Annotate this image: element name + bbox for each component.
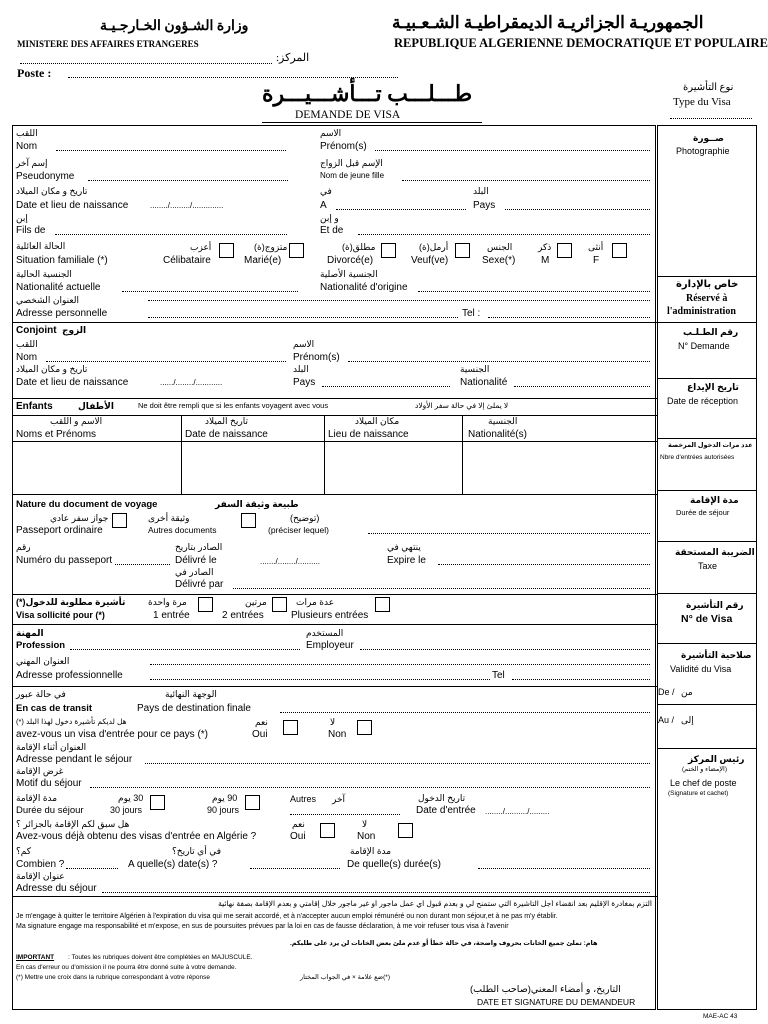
prev-yes-checkbox[interactable] xyxy=(320,823,335,838)
ministry-fr: MINISTERE DES AFFAIRES ETRANGERES xyxy=(17,39,199,49)
spouse-title: Conjoint xyxy=(16,325,57,336)
marie-checkbox[interactable] xyxy=(289,243,304,258)
pro-tel-label: Tel xyxy=(492,670,505,681)
prev-visa-label: Avez-vous déjà obtenu des visas d'entrée en Algérie ? xyxy=(16,831,257,842)
transit-no-label: Non xyxy=(328,729,347,740)
photo-label-fr: Photographie xyxy=(676,146,730,156)
celib-checkbox[interactable] xyxy=(219,243,234,258)
other-dur-label: Autres xyxy=(290,794,317,804)
duration-label: Durée du séjour xyxy=(16,805,84,816)
pseudo-field[interactable] xyxy=(88,180,288,181)
de-label: De / xyxy=(658,687,675,697)
chef-fr2: (Signature et cachet) xyxy=(668,790,729,797)
stay-addr2-field[interactable] xyxy=(102,892,650,893)
one-entry-label: 1 entrée xyxy=(153,610,190,621)
pro-addr-label: Adresse professionnelle xyxy=(16,670,123,681)
male-checkbox[interactable] xyxy=(557,243,572,258)
transit-label: En cas de transit xyxy=(16,703,93,714)
stay-addr-ar: العنوان أثناء الإقامة xyxy=(16,742,87,752)
children-note: Ne doit être rempli que si les enfants voyagent avec vous xyxy=(138,401,329,410)
demande-ar: رقم الطـلـب xyxy=(683,327,739,337)
delivered-ar: الصادر بتاريخ xyxy=(175,542,223,552)
children-title: Enfants xyxy=(16,401,53,412)
entry-label: Date d'entrée xyxy=(416,805,476,816)
passport-checkbox[interactable] xyxy=(112,513,127,528)
which-date-field[interactable] xyxy=(250,868,340,869)
delivered-date-field[interactable]: ......./......../.......... xyxy=(260,557,321,566)
female-ar: أنثى xyxy=(588,242,604,252)
et-label: Et de xyxy=(320,225,344,236)
spouse-birth-ar: تاريخ و مكان الميلاد xyxy=(16,364,88,374)
one-entry-checkbox[interactable] xyxy=(198,597,213,612)
nat-orig-field[interactable] xyxy=(418,291,650,292)
passport-ar: جواز سفر عادي xyxy=(50,513,109,523)
dest-label: Pays de destination finale xyxy=(137,703,251,714)
important-text: : Toutes les rubriques doivent être complétées en MAJUSCULE. xyxy=(68,954,253,961)
many-entries-checkbox[interactable] xyxy=(375,597,390,612)
duree-fr: Durée de séjour xyxy=(676,508,730,517)
engagement-fr1: Je m'engage à quitter le territoire Algérien à l'expiration du visa qui me serait accordé, et à n'accepter aucun emploi rémunéré ou non durant mon séjour,et à ne pas m'y établir. xyxy=(16,913,558,920)
spouse-nat-label: Nationalité xyxy=(460,377,508,388)
birth-pays-label: Pays xyxy=(473,200,496,211)
pro-tel-field[interactable] xyxy=(512,679,650,680)
poste-field[interactable] xyxy=(68,77,398,78)
other-doc-ar: وثيقة أخرى xyxy=(148,513,190,523)
spouse-prenom-label: Prénom(s) xyxy=(293,352,340,363)
title-underline xyxy=(262,122,482,123)
sexe-label: Sexe(*) xyxy=(482,255,516,266)
nom-field[interactable] xyxy=(56,150,286,151)
entry-date-field[interactable]: ......../........../......... xyxy=(485,807,550,816)
stay-addr-field[interactable] xyxy=(145,763,650,764)
two-entries-checkbox[interactable] xyxy=(272,597,287,612)
which-dur-label: De quelle(s) durée(s) xyxy=(347,859,441,870)
prev-no-ar: لا xyxy=(362,819,368,829)
specify-label: (préciser lequel) xyxy=(268,525,329,535)
visa-req-label: Visa sollicité pour (*) xyxy=(16,610,105,620)
birth-date-field[interactable]: ......../........./.............. xyxy=(150,201,224,210)
passport-no-ar: رقم xyxy=(16,542,31,552)
many-entries-ar: عدة مرات xyxy=(296,597,335,607)
demande-fr: N° Demande xyxy=(678,341,730,351)
validity-ar: صلاحية التأشيرة xyxy=(681,650,752,660)
transit-ar: في حالة عبور xyxy=(16,689,66,699)
et-field[interactable] xyxy=(358,234,650,235)
children-title-ar: الأطفال xyxy=(78,401,114,411)
travel-doc-title: Nature du document de voyage xyxy=(16,499,158,510)
jeune-fille-field[interactable] xyxy=(402,180,650,181)
col-dob-ar: تاريخ الميلاد xyxy=(205,416,248,426)
prenom-ar: الاسم xyxy=(320,128,342,138)
female-label: F xyxy=(593,255,600,266)
entries-ar: عدد مرات الدخول المرخصة xyxy=(668,442,753,449)
veuf-checkbox[interactable] xyxy=(455,243,470,258)
taxe-ar: الضريبة المستحقة xyxy=(675,547,755,557)
nat-orig-label: Nationalité d'origine xyxy=(320,282,408,293)
motif-field[interactable] xyxy=(90,787,650,788)
stay-addr2-label: Adresse du séjour xyxy=(16,883,97,894)
visa-type-ar: نوع التأشيرة xyxy=(683,82,734,93)
chef-fr1: Le chef de poste xyxy=(670,778,737,788)
birth-place-field[interactable] xyxy=(336,209,466,210)
nom-label: Nom xyxy=(16,141,38,152)
spouse-nom-field[interactable] xyxy=(46,361,286,362)
form-reference: MAE-AC 43 xyxy=(703,1013,738,1020)
expire-ar: ينتهي في xyxy=(387,542,421,552)
spouse-nat-ar: الجنسية xyxy=(460,364,490,374)
spouse-pays-ar: البلد xyxy=(293,364,309,374)
photo-label-ar: صــورة xyxy=(693,133,724,143)
prev-visa-ar: هل سبق لكم الإقامة بالجزائر ؟ xyxy=(16,819,130,829)
family-label: Situation familiale (*) xyxy=(16,255,108,266)
family-ar: الحالة العائلية xyxy=(16,241,66,251)
transit-q-label: avez-vous un visa d'entrée pour ce pays (*) xyxy=(16,729,209,740)
birth-country-field[interactable] xyxy=(505,209,650,210)
birth-a-label: A xyxy=(320,200,327,211)
passport-label: Passeport ordinaire xyxy=(16,525,103,536)
engagement-fr2: Ma signature engage ma responsabilité et m'expose, en sus de poursuites prévues par la loi en cas de fausse déclaration, à me voir refuser tous visa à l'avenir xyxy=(16,923,509,930)
spouse-birth-label: Date et lieu de naissance xyxy=(16,377,129,388)
spouse-pays-label: Pays xyxy=(293,377,316,388)
d90-ar: 90 يوم xyxy=(212,793,238,803)
specify-field[interactable] xyxy=(368,533,650,534)
sign-ar: التاريخ، و أمضاء المعني(صاحب الطلب) xyxy=(470,984,621,995)
nat-ar: الجنسية الحالية xyxy=(16,269,72,279)
children-note-ar: لا يملئ إلا في حالة سفر الأولاد xyxy=(415,401,509,410)
col-dob: Date de naissance xyxy=(185,429,268,440)
delivered-in-ar: الصادر في xyxy=(175,567,214,577)
sign-label: DATE ET SIGNATURE DU DEMANDEUR xyxy=(477,997,636,1007)
cross-ar: (*)ضع علامة × في الجواب المختار xyxy=(300,974,390,981)
fils-ar: إبن xyxy=(16,213,28,223)
expire-label: Expire le xyxy=(387,555,426,566)
transit-yes-ar: نعم xyxy=(255,717,268,727)
birth-a-ar: في xyxy=(320,186,332,196)
birth-ar: تاريخ و مكان الميلاد xyxy=(16,186,88,196)
how-many-field[interactable] xyxy=(66,868,118,869)
sexe-ar: الجنس xyxy=(487,242,513,252)
employer-label: Employeur xyxy=(306,640,354,651)
admin-label-ar: خاص بالإدارة xyxy=(676,279,739,290)
d30-ar: 30 يوم xyxy=(118,793,144,803)
col-nat: Nationalité(s) xyxy=(468,429,527,440)
addr-ar: العنوان الشخصي xyxy=(16,295,79,305)
spouse-nom-label: Nom xyxy=(16,352,38,363)
motif-label: Motif du séjour xyxy=(16,778,82,789)
centre-label: المركز: xyxy=(276,52,310,64)
male-label: M xyxy=(541,255,550,266)
spouse-nat-field[interactable] xyxy=(514,386,650,387)
visa-req-ar: تأشيرة مطلوبة للدخول(*) xyxy=(16,597,126,607)
transit-yes-label: Oui xyxy=(252,729,268,740)
visa-type-field[interactable] xyxy=(670,118,752,119)
nom-ar: اللقب xyxy=(16,128,38,138)
other-dur-field[interactable] xyxy=(290,814,400,815)
form-title-fr: DEMANDE DE VISA xyxy=(295,109,401,121)
veuf-ar: أرمل(ة) xyxy=(419,242,449,252)
birth-pays-ar: البلد xyxy=(473,186,489,196)
specify-ar: (توضيح) xyxy=(290,513,320,523)
visa-no-fr: N° de Visa xyxy=(681,613,733,625)
republic-fr: REPUBLIQUE ALGERIENNE DEMOCRATIQUE ET POPULAIRE xyxy=(394,36,768,50)
many-entries-label: Plusieurs entrées xyxy=(291,610,369,621)
delivered-in-label: Délivré par xyxy=(175,579,224,590)
centre-field[interactable] xyxy=(20,63,272,64)
important-label: IMPORTANT xyxy=(16,954,55,961)
depot-ar: تاريخ الإيداع xyxy=(687,382,739,392)
fils-field[interactable] xyxy=(55,234,287,235)
transit-yes-checkbox[interactable] xyxy=(283,720,298,735)
chef-ar2: (الإمضاء و الختم) xyxy=(682,766,728,773)
two-entries-label: 2 entrées xyxy=(222,610,264,621)
veuf-label: Veuf(ve) xyxy=(411,255,449,266)
nat-label: Nationalité actuelle xyxy=(16,282,101,293)
ministry-ar: وزارة الشـؤون الخـارجـيـة xyxy=(100,19,249,34)
divorce-label: Divorcé(e) xyxy=(327,255,374,266)
which-date-label: A quelle(s) date(s) ? xyxy=(128,859,218,870)
spouse-prenom-field[interactable] xyxy=(348,361,650,362)
admin-label-fr1: Réservé à xyxy=(686,293,728,304)
dest-ar: الوجهة النهائية xyxy=(165,689,217,699)
spouse-prenom-ar: الاسم xyxy=(293,339,315,349)
signature-area[interactable] xyxy=(470,984,652,1008)
transit-no-checkbox[interactable] xyxy=(357,720,372,735)
col-pob-ar: مكان الميلاد xyxy=(355,416,400,426)
passport-no-label: Numéro du passeport xyxy=(16,555,113,566)
republic-ar: الجمهوريـة الجزائريـة الديمقراطيـة الشـعـبيـة xyxy=(392,13,704,32)
prev-no-checkbox[interactable] xyxy=(398,823,413,838)
d30-checkbox[interactable] xyxy=(150,795,165,810)
male-ar: ذكر xyxy=(538,242,552,252)
divorce-ar: مطلق(ة) xyxy=(342,242,376,252)
d90-checkbox[interactable] xyxy=(245,795,260,810)
how-many-label: Combien ? xyxy=(16,859,65,870)
col-name: Noms et Prénoms xyxy=(16,429,97,440)
prenom-field[interactable] xyxy=(375,150,650,151)
visa-type-fr: Type du Visa xyxy=(673,96,731,108)
cross-text: (*) Mettre une croix dans la rubrique correspondant à votre réponse xyxy=(16,974,211,981)
prev-yes-ar: نعم xyxy=(292,819,305,829)
addr-field-2[interactable] xyxy=(148,317,458,318)
transit-q-ar: هل لديكم تأشيرة دخول لهذا البلد (*) xyxy=(16,717,127,726)
spouse-country-field[interactable] xyxy=(322,386,450,387)
spouse-nom-ar: اللقب xyxy=(16,339,38,349)
col-name-ar: الاسم و اللقب xyxy=(50,416,103,426)
transit-no-ar: لا xyxy=(330,717,336,727)
passport-no-field[interactable] xyxy=(115,564,170,565)
prev-no-label: Non xyxy=(357,831,376,842)
col-nat-ar: الجنسية xyxy=(488,416,518,426)
jeune-fille-ar: الإسم قبل الزواج xyxy=(320,158,383,168)
marie-ar: متزوج(ة) xyxy=(254,242,288,252)
birth-label: Date et lieu de naissance xyxy=(16,200,129,211)
motif-ar: غرض الإقامة xyxy=(16,766,64,776)
duree-ar: مدة الإقامة xyxy=(690,495,739,505)
d90-label: 90 jours xyxy=(207,805,240,815)
other-doc-checkbox[interactable] xyxy=(241,513,256,528)
important-ar: هام: تملئ جميع الخانات بحروف واضحة، في حالة خطأ أو عدم ملئ بعض الخانات لن يرد على طلبكم. xyxy=(290,940,598,947)
admin-label-fr2: l'administration xyxy=(667,306,736,317)
form-title-ar: طـــلـــب تـــأشـــيـــرة xyxy=(262,81,473,106)
employer-ar: المستخدم xyxy=(306,628,344,638)
pro-addr-field-2[interactable] xyxy=(150,679,490,680)
entry-ar: تاريخ الدخول xyxy=(418,793,466,803)
two-entries-ar: مرتين xyxy=(245,597,267,607)
how-many-ar: كم؟ xyxy=(16,846,32,856)
delivered-in-field[interactable] xyxy=(233,588,650,589)
nat-orig-ar: الجنسية الأصلية xyxy=(320,269,378,279)
error-text: En cas d'erreur ou d'omission il ne pourra être donné suite à votre demande. xyxy=(16,964,237,971)
validity-fr: Validité du Visa xyxy=(670,664,732,674)
tel-label: Tel : xyxy=(462,308,481,319)
other-dur-ar: آخر xyxy=(332,794,346,804)
dest-field[interactable] xyxy=(280,712,650,713)
entries-fr: Nbre d'entrées autorisées xyxy=(660,454,735,461)
divorce-checkbox[interactable] xyxy=(381,243,396,258)
marie-label: Marié(e) xyxy=(244,255,282,266)
au-label-ar: إلى xyxy=(681,715,694,725)
prenom-label: Prénom(s) xyxy=(320,141,367,152)
addr-field[interactable] xyxy=(148,300,650,301)
profession-field[interactable] xyxy=(70,649,300,650)
pro-addr-ar: العنوان المهني xyxy=(16,656,70,666)
d30-label: 30 jours xyxy=(110,805,143,815)
female-checkbox[interactable] xyxy=(612,243,627,258)
col-pob: Lieu de naissance xyxy=(328,429,409,440)
one-entry-ar: مرة واحدة xyxy=(148,597,187,607)
profession-ar: المهنة xyxy=(16,628,44,638)
stay-addr-label: Adresse pendant le séjour xyxy=(16,754,133,765)
celib-label: Célibataire xyxy=(163,255,211,266)
stay-addr2-ar: عنوان الإقامة xyxy=(16,871,65,881)
et-ar: و إبن xyxy=(320,213,339,223)
jeune-fille-label: Nom de jeune fille xyxy=(320,171,385,180)
taxe-fr: Taxe xyxy=(698,561,718,571)
pseudo-label: Pseudonyme xyxy=(16,171,75,182)
employer-field[interactable] xyxy=(360,649,650,650)
other-doc-label: Autres documents xyxy=(148,525,217,535)
tel-field[interactable] xyxy=(488,317,650,318)
celib-ar: أعزب xyxy=(190,242,212,252)
au-label: Au / xyxy=(658,715,675,725)
travel-doc-title-ar: طبيعة وثيقة السفر xyxy=(215,499,299,509)
delivered-label: Délivré le xyxy=(175,555,217,566)
poste-label: Poste : xyxy=(17,66,52,80)
which-dur-field[interactable] xyxy=(478,868,650,869)
profession-label: Profession xyxy=(16,640,66,651)
pseudo-ar: إسم آخر xyxy=(16,158,48,168)
prev-yes-label: Oui xyxy=(290,831,306,842)
de-label-ar: من xyxy=(681,687,693,697)
duration-ar: مدة الإقامة xyxy=(16,793,58,803)
addr-label: Adresse personnelle xyxy=(16,308,108,319)
children-table-body[interactable] xyxy=(13,442,655,494)
which-dur-ar: مدة الإقامة xyxy=(350,846,392,856)
fils-label: Fils de xyxy=(16,225,46,236)
chef-ar: رئيس المركز xyxy=(688,754,745,764)
nat-field[interactable] xyxy=(122,291,298,292)
expire-field[interactable] xyxy=(438,564,650,565)
depot-fr: Date de réception xyxy=(667,396,739,406)
which-date-ar: في أي تاريخ؟ xyxy=(172,846,222,856)
visa-no-ar: رقم التأشيرة xyxy=(686,600,744,610)
engagement-ar: ألتزم بمغادرة الإقليم بعد انقضاء أجل التأشيرة التي ستمنح لي و بعدم قبول أي عمل مأجور أو غير مأجور خلال إقامتي و بعدم الإقامة بصفة نهائية xyxy=(218,900,652,908)
pro-addr-field[interactable] xyxy=(150,664,650,665)
spouse-date-field[interactable]: ....../......../............ xyxy=(160,378,223,387)
spouse-title-ar: الزوج xyxy=(62,325,87,335)
